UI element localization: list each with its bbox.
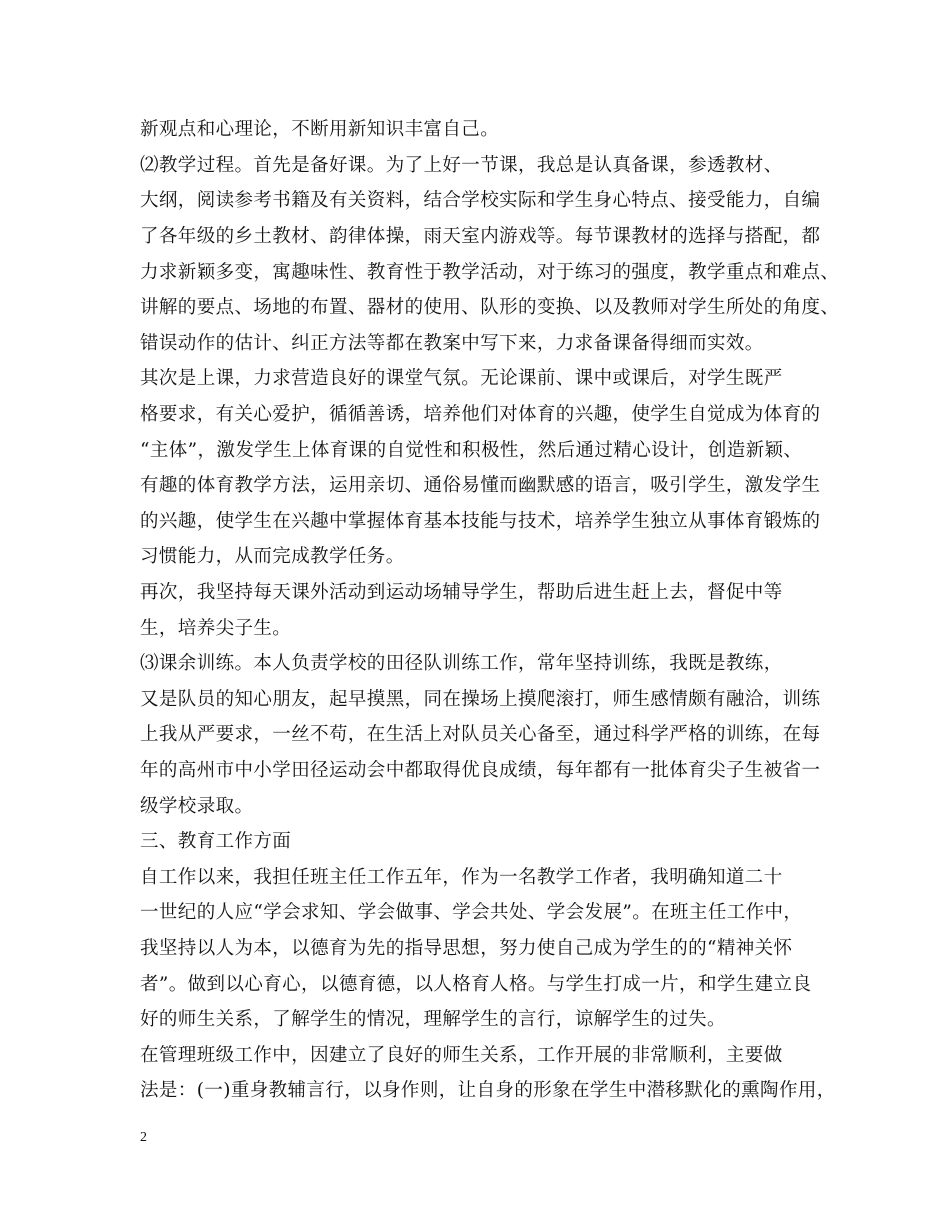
text-line: 者”。做到以心育心，以德育德，以人格育人格。与学生打成一片，和学生建立良 (140, 974, 812, 995)
section-heading: 三、教育工作方面 (140, 831, 292, 852)
text-line: “主体”，激发学生上体育课的自觉性和积极性，然后通过精心设计，创造新颖、 (140, 440, 803, 461)
text-line: 年的高州市中小学田径运动会中都取得优良成绩，每年都有一批体育尖子生被省一 (140, 760, 821, 781)
text-line: 讲解的要点、场地的布置、器材的使用、队形的变换、以及教师对学生所处的角度、 (140, 297, 840, 318)
text-line: 一世纪的人应“学会求知、学会做事、学会共处、学会发展”。在班主任工作中， (140, 902, 803, 923)
text-line: 在管理班级工作中，因建立了良好的师生关系，工作开展的非常顺利，主要做 (140, 1045, 783, 1066)
text-line: 其次是上课，力求营造良好的课堂气氛。无论课前、课中或课后，对学生既严 (140, 368, 783, 389)
text-line: 新观点和心理论，不断用新知识丰富自己。 (140, 119, 500, 140)
text-line: 级学校录取。 (140, 796, 254, 817)
text-line: 法是：(一)重身教辅言行，以身作则，让自身的形象在学生中潜移默化的熏陶作用， (140, 1080, 836, 1101)
page-number: 2 (140, 1130, 147, 1145)
text-line: ⑶课余训练。本人负责学校的田径队训练工作，常年坚持训练，我既是教练， (140, 653, 783, 674)
text-line: 大纲，阅读参考书籍及有关资料，结合学校实际和学生身心特点、接受能力，自编 (140, 190, 821, 211)
text-line: 力求新颖多变，寓趣味性、教育性于教学活动，对于练习的强度，教学重点和难点、 (140, 262, 840, 283)
text-line: 上我从严要求，一丝不苟，在生活上对队员关心备至，通过科学严格的训练，在每 (140, 724, 821, 745)
text-line: 自工作以来，我担任班主任工作五年，作为一名教学工作者，我明确知道二十 (140, 867, 783, 888)
text-line: 生，培养尖子生。 (140, 618, 292, 639)
text-line: 格要求，有关心爱护，循循善诱，培养他们对体育的兴趣，使学生自觉成为体育的 (140, 404, 821, 425)
text-line: 好的师生关系，了解学生的情况，理解学生的言行，谅解学生的过失。 (140, 1009, 726, 1030)
text-line: 我坚持以人为本，以德育为先的指导思想，努力使自己成为学生的的“精神关怀 (140, 938, 793, 959)
text-line: 有趣的体育教学方法，运用亲切、通俗易懂而幽默感的语言，吸引学生，激发学生 (140, 475, 821, 496)
text-line: 错误动作的估计、纠正方法等都在教案中写下来，力求备课备得细而实效。 (140, 333, 764, 354)
text-line: 了各年级的乡土教材、韵律体操，雨天室内游戏等。每节课教材的选择与搭配，都 (140, 226, 821, 247)
text-line: 的兴趣，使学生在兴趣中掌握体育基本技能与技术，培养学生独立从事体育锻炼的 (140, 511, 821, 532)
text-line: ⑵教学过程。首先是备好课。为了上好一节课，我总是认真备课，参透教材、 (140, 155, 783, 176)
text-line: 再次，我坚持每天课外活动到运动场辅导学生，帮助后进生赶上去，督促中等 (140, 582, 783, 603)
text-line: 习惯能力，从而完成教学任务。 (140, 546, 405, 567)
text-line: 又是队员的知心朋友，起早摸黑，同在操场上摸爬滚打，师生感情颇有融洽，训练 (140, 689, 821, 710)
